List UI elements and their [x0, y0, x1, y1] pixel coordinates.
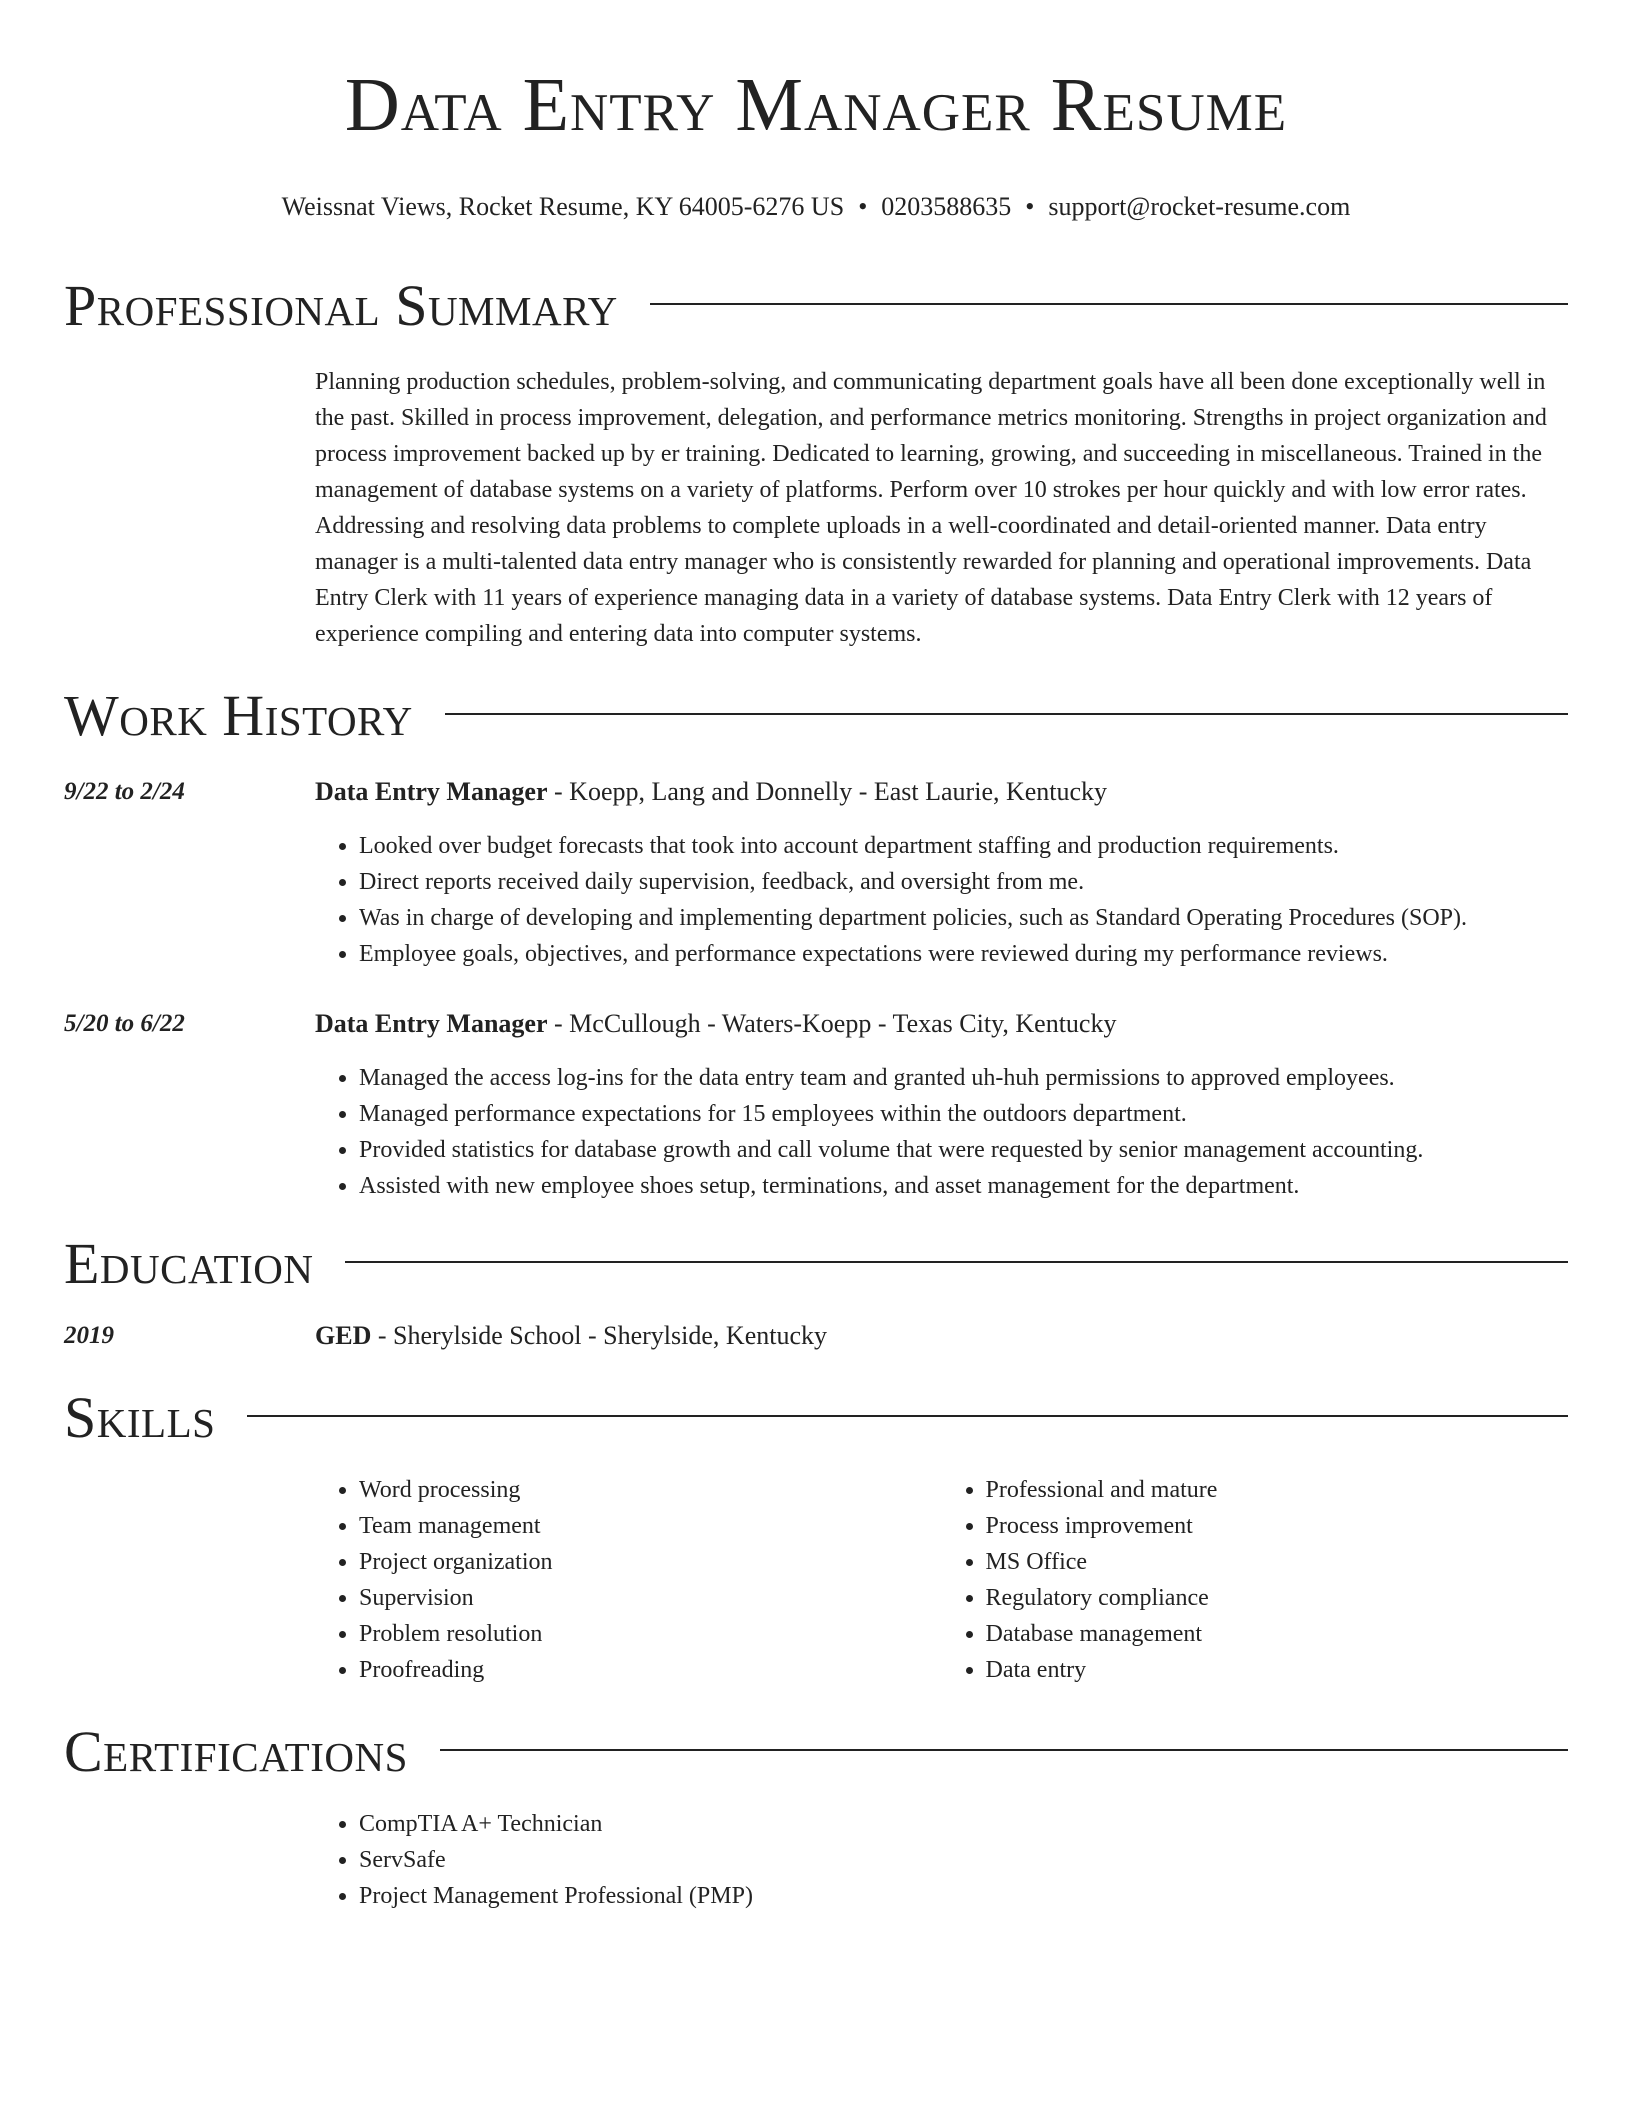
section-divider	[650, 303, 1568, 305]
education-entry	[64, 1318, 1568, 1354]
list-item: • Problem resolution	[359, 1616, 942, 1652]
list-item: • Assisted with new employee shoes setup, terminations, and asset management for the department.	[359, 1168, 1568, 1204]
job-bullets	[315, 828, 1568, 972]
certifications-list	[315, 1806, 1568, 1914]
skills-list	[315, 1472, 1568, 1688]
list-item: • Process improvement	[986, 1508, 1569, 1544]
list-item: • MS Office	[986, 1544, 1569, 1580]
list-item: • Managed the access log-ins for the data entry team and granted uh-huh permissions to approved employees.	[359, 1060, 1568, 1096]
list-item: • Regulatory compliance	[986, 1580, 1569, 1616]
job-entry	[64, 774, 1568, 972]
summary-text: Planning production schedules, problem-solving, and communicating department goals have all been done exceptionally well in the past. Skilled in process improvement, delegation, and performance metrics monitoring. Strengths in project organization and process improvement backed up by er training. Dedicated to learning, growing, and succeeding in miscellaneous. Trained in the management of database systems on a variety of platforms. Perform over 10 strokes per hour quickly and with low error rates. Addressing and resolving data problems to complete uploads in a well-coordinated and detail-oriented manner. Data entry manager is a multi-talented data entry manager who is consistently rewarded for planning and operational improvements. Data Entry Clerk with 11 years of experience managing data in a variety of database systems. Data Entry Clerk with 12 years of experience compiling and entering data into computer systems.	[315, 369, 1547, 647]
list-item: • ServSafe	[359, 1842, 1568, 1878]
list-item: • Database management	[986, 1616, 1569, 1652]
certifications-bullets	[315, 1806, 1568, 1914]
list-item: • Looked over budget forecasts that took into account department staffing and production requirements.	[359, 828, 1568, 864]
section-title: Professional Summary	[64, 273, 618, 338]
education-year: 2019	[64, 1322, 114, 1349]
section-title: Education	[64, 1231, 314, 1296]
education-details: - Sherylside School - Sherylside, Kentucky	[371, 1321, 827, 1350]
section-header-certifications	[64, 1720, 1568, 1784]
contact-line	[64, 190, 1568, 224]
job-title: Data Entry Manager	[315, 1009, 548, 1038]
list-item: • Was in charge of developing and implementing department policies, such as Standard Operating Procedures (SOP).	[359, 900, 1568, 936]
section-divider	[247, 1415, 1568, 1417]
list-item: • Word processing	[359, 1472, 942, 1508]
list-item: • Employee goals, objectives, and performance expectations were reviewed during my performance reviews.	[359, 936, 1568, 972]
job-heading	[315, 774, 1568, 810]
section-header-skills	[64, 1386, 1568, 1450]
list-item: • CompTIA A+ Technician	[359, 1806, 1568, 1842]
section-header-summary	[64, 274, 1568, 338]
job-heading	[315, 1006, 1568, 1042]
list-item: • Proofreading	[359, 1652, 942, 1688]
contact-separator: •	[858, 192, 868, 221]
skills-column-left	[315, 1472, 942, 1688]
list-item: • Project organization	[359, 1544, 942, 1580]
list-item: • Data entry	[986, 1652, 1569, 1688]
job-dates: 9/22 to 2/24	[64, 778, 185, 805]
list-item: • Provided statistics for database growth and call volume that were requested by senior management accounting.	[359, 1132, 1568, 1168]
section-divider	[440, 1749, 1568, 1751]
list-item: • Direct reports received daily supervision, feedback, and oversight from me.	[359, 864, 1568, 900]
job-title: Data Entry Manager	[315, 777, 548, 806]
section-header-work-history	[64, 684, 1568, 748]
education-degree: GED	[315, 1321, 372, 1350]
skills-column-right	[942, 1472, 1569, 1688]
list-item: • Managed performance expectations for 15 employees within the outdoors department.	[359, 1096, 1568, 1132]
list-item: • Professional and mature	[986, 1472, 1569, 1508]
job-entry	[64, 1006, 1568, 1204]
section-title: Skills	[64, 1385, 216, 1450]
list-item: • Supervision	[359, 1580, 942, 1616]
page-title: Data Entry Manager Resume	[344, 63, 1288, 147]
list-item: • Project Management Professional (PMP)	[359, 1878, 1568, 1914]
job-dates: 5/20 to 6/22	[64, 1010, 185, 1037]
job-details: - Koepp, Lang and Donnelly - East Laurie, Kentucky	[547, 777, 1108, 806]
education-heading	[315, 1318, 1568, 1354]
section-title: Work History	[64, 683, 413, 748]
section-header-education	[64, 1232, 1568, 1296]
job-bullets	[315, 1060, 1568, 1204]
contact-address: Weissnat Views, Rocket Resume, KY 64005-6276 US	[281, 192, 845, 221]
section-divider	[445, 713, 1568, 715]
section-title: Certifications	[64, 1719, 408, 1784]
contact-separator: •	[1025, 192, 1035, 221]
list-item: • Team management	[359, 1508, 942, 1544]
contact-email: support@rocket-resume.com	[1048, 192, 1351, 221]
section-divider	[345, 1261, 1568, 1263]
contact-phone: 0203588635	[881, 192, 1012, 221]
job-details: - McCullough - Waters-Koepp - Texas City, Kentucky	[547, 1009, 1117, 1038]
